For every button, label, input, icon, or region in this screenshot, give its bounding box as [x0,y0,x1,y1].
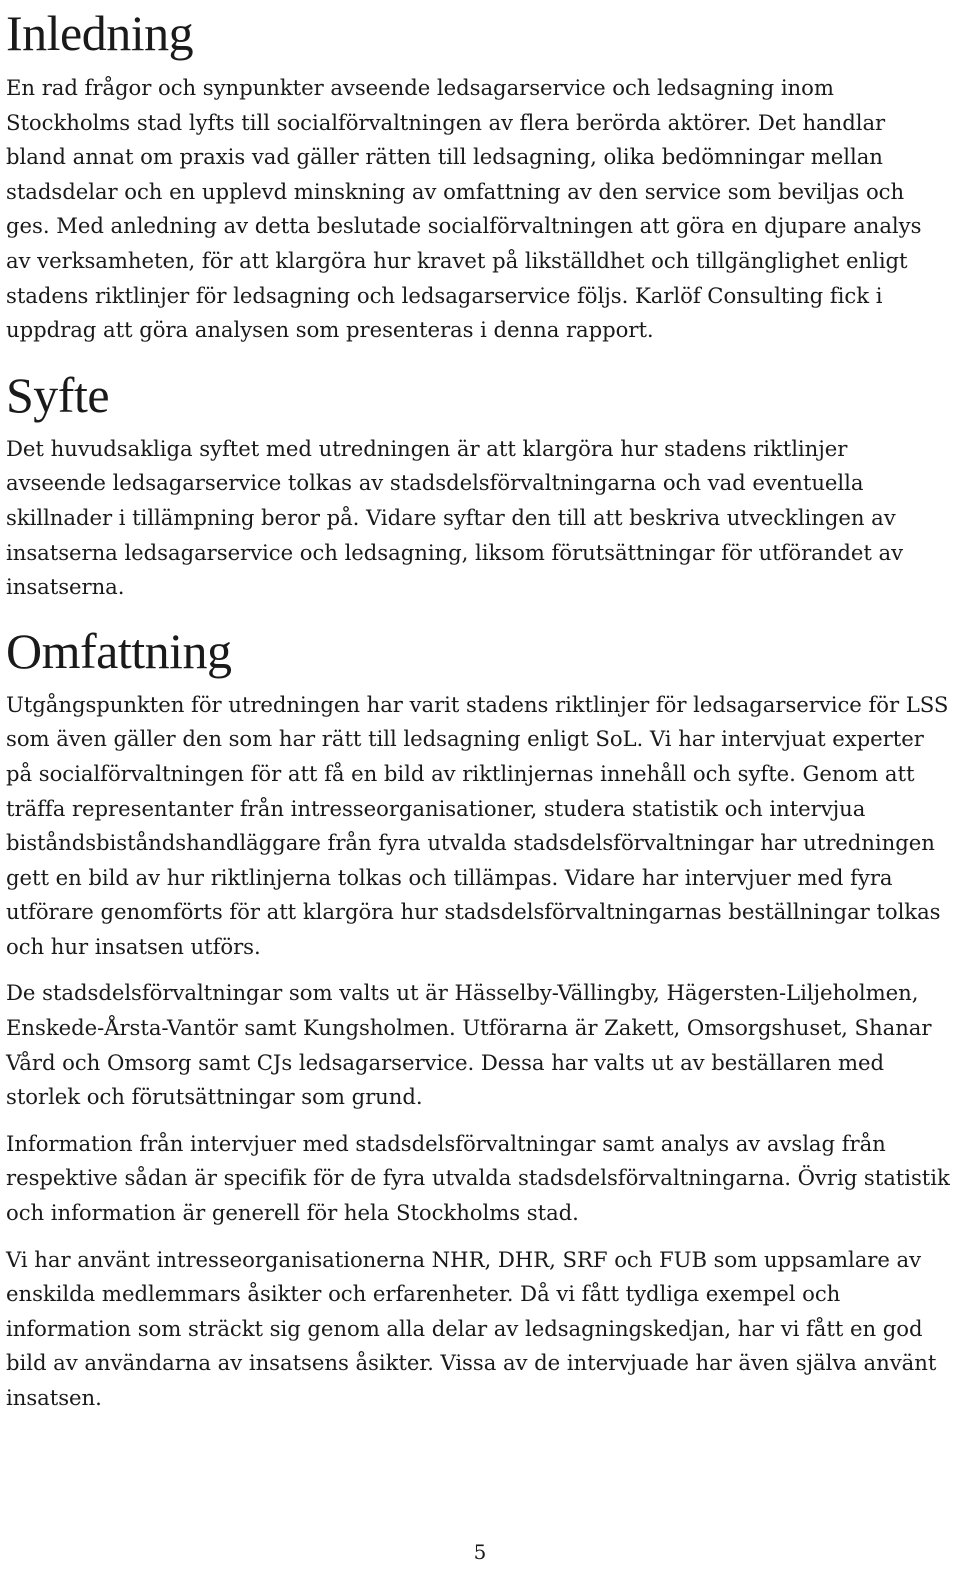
heading-syfte: Syfte [6,366,110,423]
paragraph-omfattning-1: Utgångspunkten för utredningen har varit stadens riktlinjer för ledsagarservice för LSS som även gäller den som har rätt till ledsagning enligt SoL. Vi har intervjuat experter på socialförvaltningen för att få en bild av riktlinjernas innehåll och syfte. Genom att träffa representanter från intresseorganisationer, studera statistik och intervjua biståndsbiståndshandläggare från fyra utvalda stadsdelsförvaltningar har utredningen gett en bild av hur riktlinjerna tolkas och tillämpas. Vidare har intervjuer med fyra utförare genomförts för att klargöra hur stadsdelsförvaltningarnas beställningar tolkas och hur insatsen utförs. [6,691,949,959]
section-syfte [6,366,950,605]
section-omfattning [6,622,950,1416]
section-inledning [6,0,950,348]
paragraph-omfattning-3: Information från intervjuer med stadsdelsförvaltningar samt analys av avslag från respektive sådan är specifik för de fyra utvalda stadsdelsförvaltningarna. Övrig statistik och information är generell för hela Stockholms stad. [6,1130,950,1226]
page-number: 5 [473,1540,487,1564]
paragraph-omfattning-4: Vi har använt intresseorganisationerna NHR, DHR, SRF och FUB som uppsamlare av enskilda medlemmars åsikter och erfarenheter. Då vi fått tydliga exempel och information som sträckt sig genom alla delar av ledsagningskedjan, har vi fått en god bild av användarna av insatsens åsikter. Vissa av de intervjuade har även själva använt insatsen. [6,1246,937,1410]
paragraph-syfte: Det huvudsakliga syftet med utredningen är att klargöra hur stadens riktlinjer avseende ledsagarservice tolkas av stadsdelsförvaltningarna och vad eventuella skillnader i tillämpning beror på. Vidare syftar den till att beskriva utvecklingen av insatserna ledsagarservice och ledsagning, liksom förutsättningar för utförandet av insatserna. [6,435,903,600]
document-page [6,0,950,1428]
paragraph-inledning: En rad frågor och synpunkter avseende ledsagarservice och ledsagning inom Stockholms stad lyfts till socialförvaltningen av flera berörda aktörer. Det handlar bland annat om praxis vad gäller rätten till ledsagning, olika bedömningar mellan stadsdelar och en upplevd minskning av omfattning av den service som beviljas och ges. Med anledning av detta beslutade socialförvaltningen att göra en djupare analys av verksamheten, för att klargöra hur kravet på likställdhet och tillgänglighet enligt stadens riktlinjer för ledsagning och ledsagarservice följs. Karlöf Consulting fick i uppdrag att göra analysen som presenteras i denna rapport. [6,75,922,343]
paragraph-omfattning-2: De stadsdelsförvaltningar som valts ut är Hässelby-Vällingby, Hägersten-Liljeholmen, Enskede-Årsta-Vantör samt Kungsholmen. Utförarna är Zakett, Omsorgshuset, Shanar Vård och Omsorg samt CJs ledsagarservice. Dessa har valts ut av beställaren med storlek och förutsättningar som grund. [6,980,932,1110]
heading-inledning: Inledning [6,5,194,61]
heading-omfattning: Omfattning [6,622,232,679]
